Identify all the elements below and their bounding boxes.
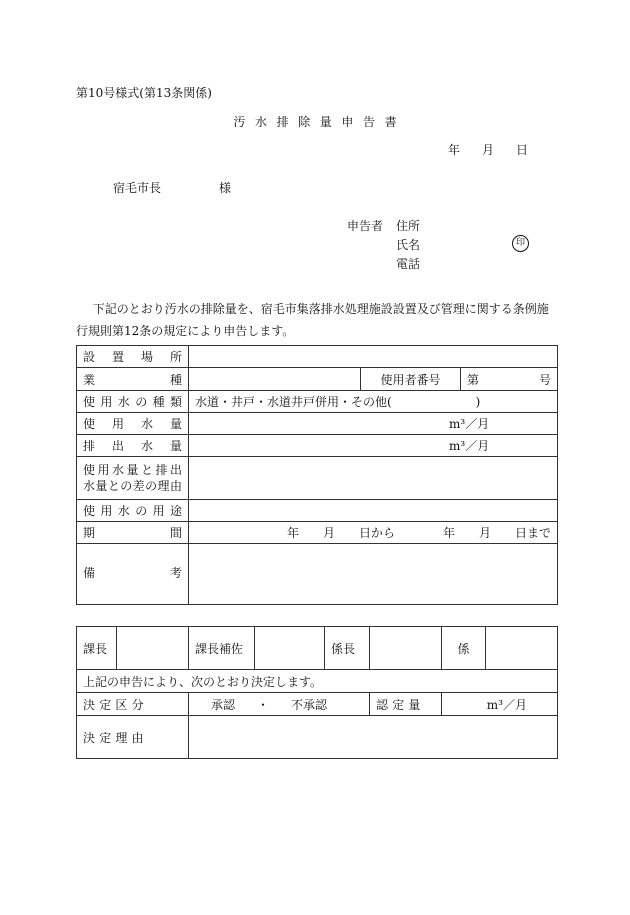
difference-reason-line1: 使用水量と排出 — [83, 463, 182, 477]
row-decision-reason — [77, 716, 558, 759]
location-label: 設置場所 — [77, 346, 189, 368]
location-field[interactable] — [189, 346, 558, 368]
staff-stamp[interactable] — [486, 627, 558, 670]
water-purpose-label: 使用水の用途 — [77, 500, 189, 522]
period-label: 期間 — [77, 522, 189, 544]
row-difference — [77, 457, 558, 500]
option-separator: ・ — [257, 697, 270, 712]
phone-label: 電話 — [396, 257, 421, 271]
disapprove-option[interactable]: 不承認 — [291, 697, 328, 712]
approved-amount-field[interactable] — [442, 693, 558, 716]
date-month: 月 — [482, 143, 495, 157]
assistant-chief-label: 課長補佐 — [189, 627, 255, 670]
difference-reason-line2: 水量との差の理由 — [83, 479, 182, 493]
difference-reason-field[interactable] — [189, 457, 558, 500]
addressee-honorific: 様 — [219, 181, 232, 195]
decision-reason-field[interactable] — [189, 716, 558, 759]
section-chief-label: 課長 — [77, 627, 117, 670]
approved-amount-label: 認定量 — [370, 693, 442, 716]
office-use-table — [76, 626, 558, 759]
decision-note: 上記の申告により、次のとおり決定します。 — [77, 670, 558, 693]
usage-amount-label: 使用水量 — [77, 413, 189, 435]
approved-unit: m³／月 — [486, 697, 527, 712]
water-type-options[interactable]: 水道・井戸・水道井戸併用・その他( ) — [189, 391, 558, 413]
row-period — [77, 522, 558, 544]
seal-mark: 印 — [512, 235, 529, 252]
row-decision-note — [77, 670, 558, 693]
form-number: 第10号様式(第13条関係) — [76, 86, 212, 100]
date-day: 日 — [516, 143, 529, 157]
discharge-amount-field[interactable] — [189, 435, 558, 457]
row-remarks — [77, 544, 558, 605]
usage-unit: m³／月 — [449, 417, 490, 431]
decision-reason-label: 決定理由 — [77, 716, 189, 759]
application-table — [76, 345, 558, 605]
remarks-label: 備考 — [77, 544, 189, 605]
form-title: 汚水排除量申告書 — [233, 115, 407, 129]
row-approvals — [77, 627, 558, 670]
decision-category-field[interactable] — [189, 693, 370, 716]
business-type-field[interactable] — [189, 368, 361, 391]
applicant-label: 申告者 — [347, 219, 384, 233]
subsection-chief-stamp[interactable] — [370, 627, 442, 670]
water-purpose-field[interactable] — [189, 500, 558, 522]
address-label: 住所 — [396, 219, 421, 233]
declaration-text: 下記のとおり汚水の排除量を、宿毛市集落排水処理施設設置及び管理に関する条例施行規則第12条の規定により申告します。 — [76, 302, 549, 338]
period-field[interactable]: 年 月 日から 年 月 日まで — [189, 522, 558, 544]
row-discharge — [77, 435, 558, 457]
name-label: 氏名 — [396, 238, 421, 252]
section-chief-stamp[interactable] — [117, 627, 189, 670]
approve-option[interactable]: 承認 — [211, 697, 236, 712]
row-business — [77, 368, 558, 391]
staff-label: 係 — [442, 627, 486, 670]
row-location — [77, 346, 558, 368]
discharge-amount-label: 排出水量 — [77, 435, 189, 457]
row-decision — [77, 693, 558, 716]
row-purpose — [77, 500, 558, 522]
business-type-label: 業種 — [77, 368, 189, 391]
usage-amount-field[interactable] — [189, 413, 558, 435]
user-number-label: 使用者番号 — [361, 368, 461, 391]
date-year: 年 — [448, 143, 461, 157]
remarks-field[interactable] — [189, 544, 558, 605]
addressee: 宿毛市長 — [113, 181, 162, 195]
user-number-dai: 第 — [467, 372, 480, 387]
date-line — [448, 141, 528, 158]
user-number-go: 号 — [539, 372, 552, 387]
discharge-unit: m³／月 — [449, 439, 490, 453]
difference-reason-label — [77, 457, 189, 500]
subsection-chief-label: 係長 — [325, 627, 370, 670]
user-number-field[interactable] — [461, 368, 558, 391]
row-usage — [77, 413, 558, 435]
row-water-type — [77, 391, 558, 413]
decision-category-label: 決定区分 — [77, 693, 189, 716]
water-type-label: 使用水の種類 — [77, 391, 189, 413]
assistant-chief-stamp[interactable] — [255, 627, 325, 670]
